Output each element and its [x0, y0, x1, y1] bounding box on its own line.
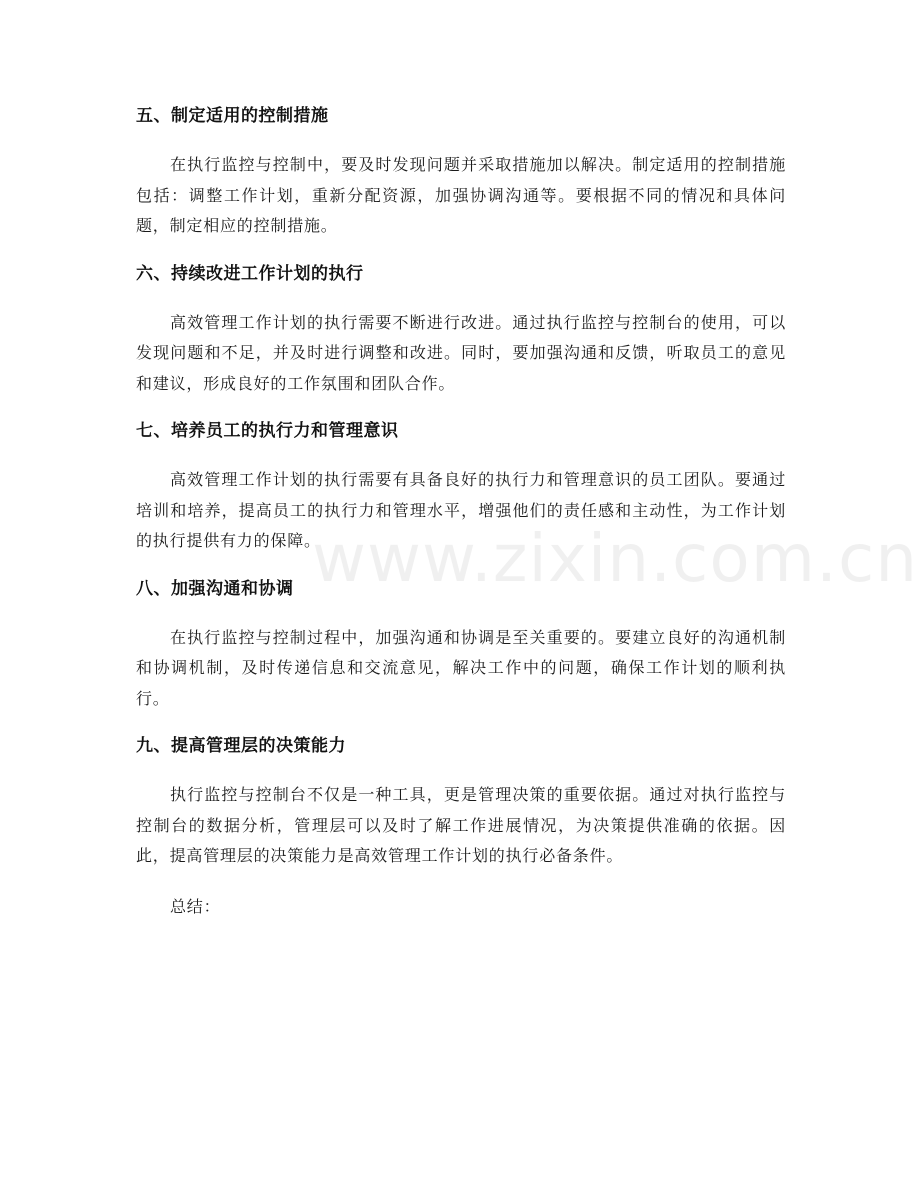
section-5 [136, 104, 786, 242]
section-heading: 九、提高管理层的决策能力 [136, 736, 346, 756]
section-paragraph: 在执行监控与控制中，要及时发现问题并采取措施加以解决。制定适用的控制措施包括：调整工作计划，重新分配资源，加强协调沟通等。要根据不同的情况和具体问题，制定相应的控制措施。 [136, 155, 786, 235]
section-heading: 七、培养员工的执行力和管理意识 [136, 421, 399, 441]
section-paragraph: 执行监控与控制台不仅是一种工具，更是管理决策的重要依据。通过对执行监控与控制台的数据分析，管理层可以及时了解工作进展情况，为决策提供准确的依据。因此，提高管理层的决策能力是高效管理工作计划的执行必备条件。 [136, 785, 786, 865]
section-9 [136, 734, 786, 872]
document-page [136, 104, 786, 922]
section-heading: 六、持续改进工作计划的执行 [136, 263, 364, 284]
section-paragraph: 高效管理工作计划的执行需要有具备良好的执行力和管理意识的员工团队。要通过培训和培养，提高员工的执行力和管理水平，增强他们的责任感和主动性，为工作计划的执行提供有力的保障。 [136, 470, 786, 550]
summary-label: 总结： [170, 896, 221, 916]
section-heading: 八、加强沟通和协调 [136, 578, 294, 599]
watermark: www.zixin.com.cn [312, 520, 919, 597]
section-7 [136, 419, 786, 557]
section-6 [136, 262, 786, 400]
section-paragraph: 在执行监控与控制过程中，加强沟通和协调是至关重要的。要建立良好的沟通机制和协调机制，及时传递信息和交流意见，解决工作中的问题，确保工作计划的顺利执行。 [136, 627, 786, 708]
section-paragraph: 高效管理工作计划的执行需要不断进行改进。通过执行监控与控制台的使用，可以发现问题和不足，并及时进行调整和改进。同时，要加强沟通和反馈，听取员工的意见和建议，形成良好的工作氛围和团队合作。 [136, 312, 786, 393]
section-8 [136, 577, 786, 715]
section-heading: 五、制定适用的控制措施 [136, 106, 329, 126]
